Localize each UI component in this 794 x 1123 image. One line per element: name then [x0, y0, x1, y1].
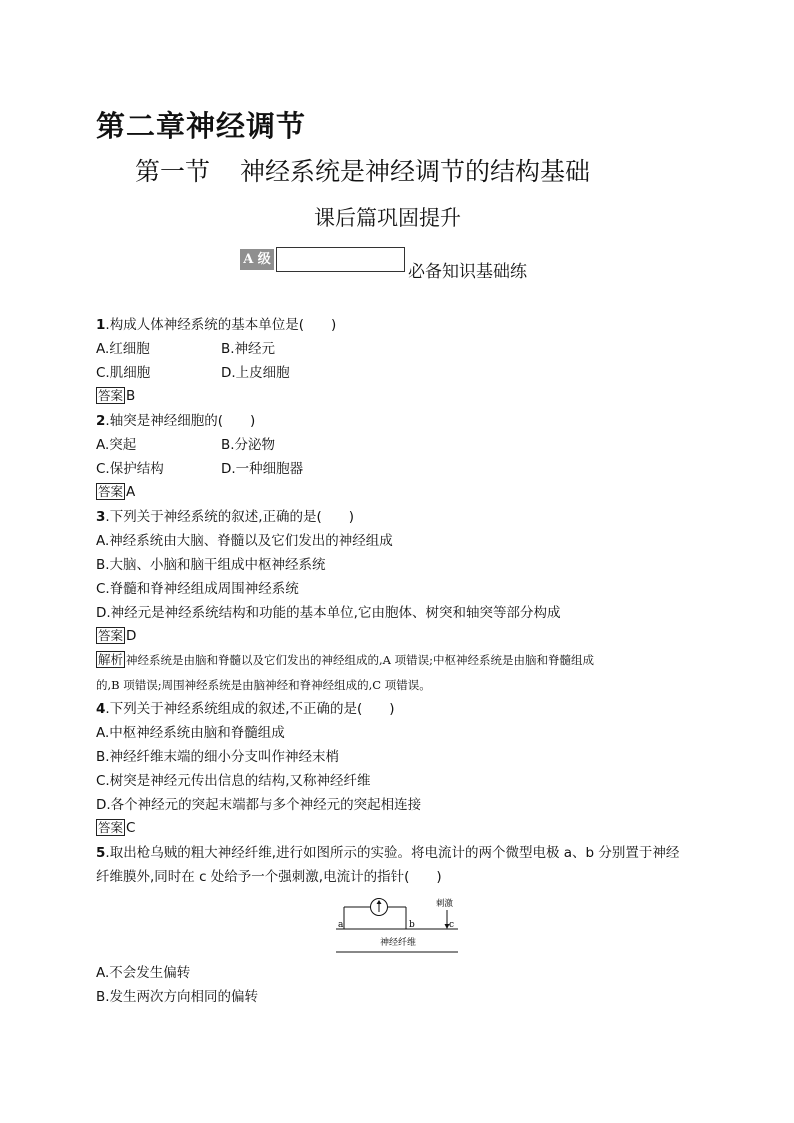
- option-c: C.脊髓和脊神经组成周围神经系统: [96, 581, 299, 597]
- answer-row: [96, 387, 135, 405]
- question-1: [96, 316, 336, 334]
- question-number: 2: [96, 413, 106, 429]
- label-c: c: [449, 920, 455, 930]
- question-number: 5: [96, 845, 106, 861]
- analysis-line-2: 的,B 项错误;周围神经系统是由脑神经和脊神经组成的,C 项错误。: [96, 678, 431, 692]
- section-name: 神经系统是神经调节的结构基础: [240, 157, 591, 186]
- question-2: [96, 412, 255, 430]
- option-a: A.中枢神经系统由脑和脊髓组成: [96, 725, 285, 741]
- answer-value: C: [126, 820, 136, 836]
- option-c: C.肌细胞: [96, 365, 151, 381]
- answer-row: [96, 819, 135, 837]
- answer-value: B: [126, 388, 136, 404]
- answer-label: 答案: [98, 628, 124, 643]
- option-d: D.上皮细胞: [221, 365, 290, 381]
- subtitle: 课后篇巩固提升: [314, 206, 461, 230]
- option-c: C.树突是神经元传出信息的结构,又称神经纤维: [96, 773, 371, 789]
- chapter-title: 第二章神经调节: [96, 109, 307, 143]
- option-d: D.各个神经元的突起末端都与多个神经元的突起相连接: [96, 797, 422, 813]
- answer-row: [96, 627, 136, 645]
- answer-value: D: [126, 628, 137, 644]
- question-stem: .下列关于神经系统组成的叙述,不正确的是( ): [105, 701, 395, 717]
- answer-row: [96, 483, 135, 501]
- question-stem-line-2: 纤维膜外,同时在 c 处给予一个强刺激,电流计的指针( ): [96, 869, 442, 885]
- question-5: [96, 844, 679, 862]
- answer-label: 答案: [98, 820, 124, 835]
- question-4: [96, 700, 395, 718]
- question-stem: .轴突是神经细胞的( ): [105, 413, 256, 429]
- score-blank: [276, 247, 405, 272]
- answer-value: A: [126, 484, 136, 500]
- section-title: [135, 152, 590, 188]
- question-number: 4: [96, 701, 106, 717]
- option-d: D.神经元是神经系统结构和功能的基本单位,它由胞体、树突和轴突等部分构成: [96, 605, 561, 621]
- option-a: A.神经系统由大脑、脊髓以及它们发出的神经组成: [96, 533, 393, 549]
- option-b: B.神经元: [221, 341, 276, 357]
- analysis-text: 神经系统是由脑和脊髓以及它们发出的神经组成的,A 项错误;中枢神经系统是由脑和脊髓组成: [126, 653, 595, 667]
- question-3: [96, 508, 354, 526]
- label-b: b: [409, 920, 415, 930]
- answer-label: 答案: [98, 388, 124, 403]
- option-c: C.保护结构: [96, 461, 164, 477]
- experiment-figure: [330, 892, 465, 956]
- option-a: A.红细胞: [96, 341, 150, 357]
- fiber-label: 神经纤维: [380, 938, 417, 948]
- option-b: B.分泌物: [221, 437, 276, 453]
- section-prefix: 第一节: [135, 157, 211, 186]
- analysis-line-1: [96, 651, 594, 669]
- option-b: B.大脑、小脑和脑干组成中枢神经系统: [96, 557, 326, 573]
- question-stem: .下列关于神经系统的叙述,正确的是( ): [105, 509, 355, 525]
- stimulus-label: 刺激: [436, 899, 454, 909]
- question-stem: .构成人体神经系统的基本单位是( ): [105, 317, 337, 333]
- label-a: a: [338, 920, 344, 930]
- option-a: A.突起: [96, 437, 137, 453]
- level-name: 必备知识基础练: [408, 262, 527, 282]
- option-b: B.发生两次方向相同的偏转: [96, 989, 259, 1005]
- analysis-label: 解析: [98, 652, 124, 667]
- option-b: B.神经纤维末端的细小分支叫作神经末梢: [96, 749, 340, 765]
- option-d: D.一种细胞器: [221, 461, 304, 477]
- answer-label: 答案: [98, 484, 124, 499]
- option-a: A.不会发生偏转: [96, 965, 191, 981]
- question-number: 1: [96, 317, 106, 333]
- question-number: 3: [96, 509, 106, 525]
- level-badge: A 级: [240, 249, 274, 270]
- question-stem-line-1: .取出枪乌贼的粗大神经纤维,进行如图所示的实验。将电流计的两个微型电极 a、b 分别置于神经: [105, 845, 680, 861]
